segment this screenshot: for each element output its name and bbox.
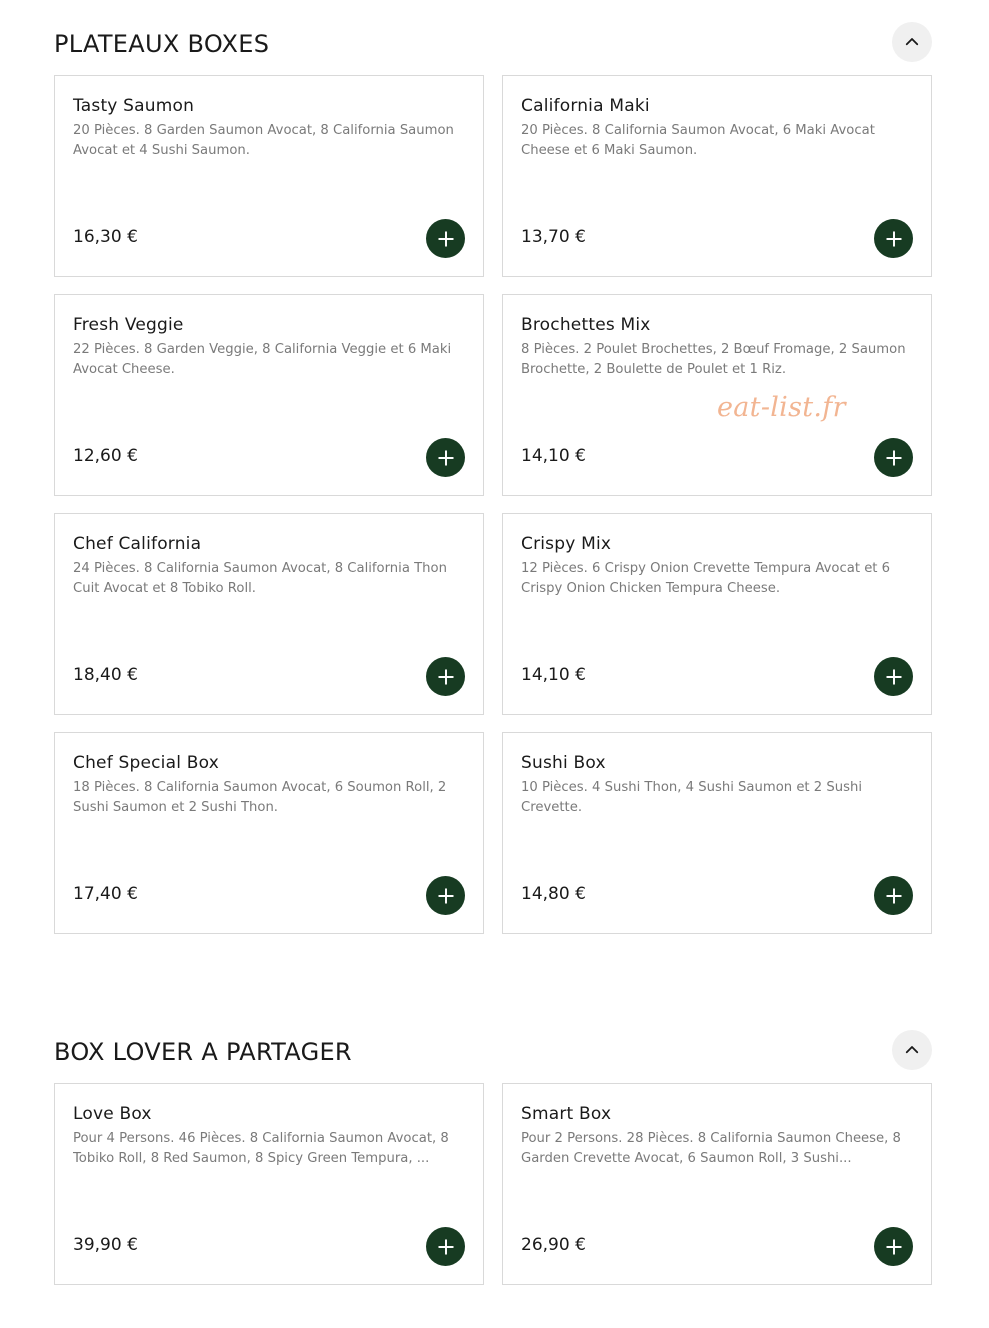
product-name: Tasty Saumon — [73, 96, 195, 116]
add-to-cart-button[interactable] — [874, 1227, 913, 1266]
product-description: 10 Pièces. 4 Sushi Thon, 4 Sushi Saumon et 2 Sushi Crevette. — [521, 780, 863, 815]
chevron-up-icon — [903, 1041, 921, 1059]
product-description: 20 Pièces. 8 Garden Saumon Avocat, 8 California Saumon Avocat et 4 Sushi Saumon. — [73, 123, 454, 158]
product-description: 20 Pièces. 8 California Saumon Avocat, 6 Maki Avocat Cheese et 6 Maki Saumon. — [521, 123, 875, 158]
plus-icon — [885, 668, 903, 686]
product-name: California Maki — [521, 96, 650, 116]
product-price: 13,70 € — [521, 227, 586, 247]
product-description: Pour 2 Persons. 28 Pièces. 8 California Saumon Cheese, 8 Garden Crevette Avocat, 6 Saumon Roll, 3 Sushi... — [521, 1131, 901, 1166]
product-card[interactable] — [54, 1083, 484, 1285]
product-description: 22 Pièces. 8 Garden Veggie, 8 California Veggie et 6 Maki Avocat Cheese. — [73, 342, 452, 377]
product-description: 24 Pièces. 8 California Saumon Avocat, 8 California Thon Cuit Avocat et 8 Tobiko Roll. — [73, 561, 447, 596]
add-to-cart-button[interactable] — [426, 219, 465, 258]
collapse-button[interactable] — [892, 22, 932, 62]
product-description: 12 Pièces. 6 Crispy Onion Crevette Tempura Avocat et 6 Crispy Onion Chicken Tempura Cheese. — [521, 561, 891, 596]
plus-icon — [885, 230, 903, 248]
product-name: Chef California — [73, 534, 202, 554]
plus-icon — [885, 1238, 903, 1256]
product-card[interactable] — [54, 294, 484, 496]
section-plateaux-boxes — [54, 22, 932, 942]
product-price: 16,30 € — [73, 227, 138, 247]
section-title: BOX LOVER A PARTAGER — [54, 1038, 352, 1066]
product-description: Pour 4 Persons. 46 Pièces. 8 California Saumon Avocat, 8 Tobiko Roll, 8 Red Saumon, 8 Spicy Green Tempura, ... — [73, 1131, 449, 1166]
product-description: 8 Pièces. 2 Poulet Brochettes, 2 Bœuf Fromage, 2 Saumon Brochette, 2 Boulette de Poulet et 1 Riz. — [521, 342, 906, 377]
product-card[interactable] — [502, 732, 932, 934]
collapse-button[interactable] — [892, 1030, 932, 1070]
add-to-cart-button[interactable] — [426, 657, 465, 696]
add-to-cart-button[interactable] — [874, 657, 913, 696]
product-card[interactable] — [502, 75, 932, 277]
product-grid — [54, 75, 932, 934]
plus-icon — [885, 449, 903, 467]
add-to-cart-button[interactable] — [874, 438, 913, 477]
plus-icon — [885, 887, 903, 905]
section-header — [54, 22, 932, 62]
product-price: 14,10 € — [521, 665, 586, 685]
product-price: 18,40 € — [73, 665, 138, 685]
add-to-cart-button[interactable] — [874, 219, 913, 258]
product-name: Brochettes Mix — [521, 315, 651, 335]
product-card[interactable] — [54, 513, 484, 715]
section-box-lover-a-partager — [54, 1030, 932, 1290]
product-price: 14,80 € — [521, 884, 586, 904]
plus-icon — [437, 230, 455, 248]
plus-icon — [437, 668, 455, 686]
product-name: Crispy Mix — [521, 534, 612, 554]
product-name: Chef Special Box — [73, 753, 219, 773]
product-card[interactable] — [54, 732, 484, 934]
add-to-cart-button[interactable] — [426, 438, 465, 477]
plus-icon — [437, 887, 455, 905]
product-price: 39,90 € — [73, 1235, 138, 1255]
product-name: Fresh Veggie — [73, 315, 184, 335]
section-title: PLATEAUX BOXES — [54, 30, 270, 58]
product-card[interactable] — [502, 1083, 932, 1285]
watermark: eat-list.fr — [717, 392, 846, 423]
plus-icon — [437, 449, 455, 467]
add-to-cart-button[interactable] — [874, 876, 913, 915]
product-price: 14,10 € — [521, 446, 586, 466]
product-description: 18 Pièces. 8 California Saumon Avocat, 6 Soumon Roll, 2 Sushi Saumon et 2 Sushi Thon. — [73, 780, 447, 815]
plus-icon — [437, 1238, 455, 1256]
product-card[interactable] — [502, 513, 932, 715]
product-name: Sushi Box — [521, 753, 606, 773]
product-price: 26,90 € — [521, 1235, 586, 1255]
product-name: Smart Box — [521, 1104, 612, 1124]
product-price: 12,60 € — [73, 446, 138, 466]
product-card[interactable] — [54, 75, 484, 277]
chevron-up-icon — [903, 33, 921, 51]
product-grid — [54, 1083, 932, 1285]
add-to-cart-button[interactable] — [426, 876, 465, 915]
product-name: Love Box — [73, 1104, 152, 1124]
product-price: 17,40 € — [73, 884, 138, 904]
add-to-cart-button[interactable] — [426, 1227, 465, 1266]
section-header — [54, 1030, 932, 1070]
